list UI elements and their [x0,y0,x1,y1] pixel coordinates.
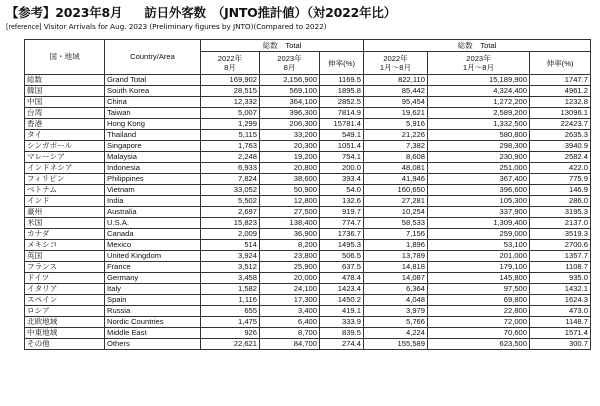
ytd-2022-value: 10,254 [364,207,428,218]
col-header-aug-2023: 2023年 8月 [260,52,320,75]
aug-2023-value: 569,100 [260,86,320,97]
ytd-2022-value: 27,281 [364,196,428,207]
country-name-en: Indonesia [105,163,201,174]
aug-2023-value: 20,300 [260,141,320,152]
aug-2023-value: 396,300 [260,108,320,119]
table-row [25,295,591,306]
country-name-en: Australia [105,207,201,218]
ytd-2023-value: 72,000 [428,317,530,328]
ytd-2022-value: 1,896 [364,240,428,251]
country-name-en: Malaysia [105,152,201,163]
aug-2022-value: 514 [201,240,260,251]
country-name-en: Hong Kong [105,119,201,130]
ytd-growth-rate: 13096.1 [530,108,591,119]
ytd-2023-value: 1,309,400 [428,218,530,229]
ytd-growth-rate: 3195.3 [530,207,591,218]
country-name-jp: 米国 [25,218,105,229]
ytd-2023-value: 623,500 [428,339,530,350]
ytd-2023-value: 179,100 [428,262,530,273]
month-growth-rate: 506.5 [320,251,364,262]
month-growth-rate: 7814.9 [320,108,364,119]
month-growth-rate: 919.7 [320,207,364,218]
ytd-2023-value: 201,000 [428,251,530,262]
country-name-jp: 香港 [25,119,105,130]
subtitle-text: Visitor Arrivals for Aug. 2023 (Preliminary figures by JNTO)(Compared to 2022) [41,22,327,31]
ytd-2023-value: 2,589,200 [428,108,530,119]
country-name-jp: フィリピン [25,174,105,185]
country-name-jp: メキシコ [25,240,105,251]
country-name-jp: シンガポール [25,141,105,152]
aug-2022-value: 169,902 [201,75,260,86]
aug-2022-value: 22,621 [201,339,260,350]
ytd-2023-value: 69,800 [428,295,530,306]
ytd-growth-rate: 1357.7 [530,251,591,262]
table-row [25,108,591,119]
ytd-growth-rate: 935.0 [530,273,591,284]
aug-2023-value: 3,400 [260,306,320,317]
country-name-jp: 韓国 [25,86,105,97]
aug-2023-value: 33,200 [260,130,320,141]
ytd-growth-rate: 1747.7 [530,75,591,86]
ytd-2023-value: 259,000 [428,229,530,240]
table-row [25,119,591,130]
ytd-2022-value: 19,621 [364,108,428,119]
table-row [25,207,591,218]
table-row [25,339,591,350]
country-name-jp: カナダ [25,229,105,240]
ytd-2022-value: 160,650 [364,185,428,196]
col-header-ytd-2023: 2023年 1月～8月 [428,52,530,75]
aug-2023-value: 84,700 [260,339,320,350]
country-name-en: Italy [105,284,201,295]
aug-2022-value: 3,512 [201,262,260,273]
aug-2022-value: 1,763 [201,141,260,152]
ytd-2022-value: 14,087 [364,273,428,284]
aug-2023-value: 206,300 [260,119,320,130]
table-row [25,218,591,229]
table-row [25,130,591,141]
ytd-growth-rate: 2700.6 [530,240,591,251]
ytd-2022-value: 5,916 [364,119,428,130]
month-growth-rate: 1736.7 [320,229,364,240]
country-name-en: Thailand [105,130,201,141]
reference-tag: [reference] [6,23,42,31]
aug-2023-value: 23,800 [260,251,320,262]
country-name-en: Others [105,339,201,350]
ytd-growth-rate: 22423.7 [530,119,591,130]
ytd-growth-rate: 1108.7 [530,262,591,273]
country-name-en: India [105,196,201,207]
ytd-2023-value: 337,900 [428,207,530,218]
month-growth-rate: 1051.4 [320,141,364,152]
title-main: 訪日外客数 [144,5,206,20]
aug-2022-value: 1,582 [201,284,260,295]
country-name-en: Canada [105,229,201,240]
ytd-growth-rate: 1432.1 [530,284,591,295]
country-name-en: Spain [105,295,201,306]
month-growth-rate: 274.4 [320,339,364,350]
aug-2023-value: 364,100 [260,97,320,108]
table-row [25,317,591,328]
aug-2023-value: 20,800 [260,163,320,174]
ytd-2023-value: 145,800 [428,273,530,284]
ytd-2022-value: 155,589 [364,339,428,350]
aug-2022-value: 15,823 [201,218,260,229]
aug-2023-value: 25,900 [260,262,320,273]
aug-2022-value: 7,824 [201,174,260,185]
country-name-en: China [105,97,201,108]
country-name-en: Germany [105,273,201,284]
col-header-country-jp: 国・地域 [25,40,105,75]
ytd-2023-value: 22,800 [428,306,530,317]
country-name-jp: 北欧地域 [25,317,105,328]
ytd-2022-value: 13,789 [364,251,428,262]
month-growth-rate: 637.5 [320,262,364,273]
aug-2023-value: 20,000 [260,273,320,284]
country-name-jp: 総数 [25,75,105,86]
month-growth-rate: 754.1 [320,152,364,163]
month-growth-rate: 333.9 [320,317,364,328]
country-name-jp: スペイン [25,295,105,306]
aug-2023-value: 8,200 [260,240,320,251]
aug-2023-value: 27,500 [260,207,320,218]
aug-2023-value: 38,600 [260,174,320,185]
ytd-growth-rate: 2635.3 [530,130,591,141]
ytd-2023-value: 15,189,900 [428,75,530,86]
table-row [25,284,591,295]
table-row [25,328,591,339]
month-growth-rate: 549.1 [320,130,364,141]
ytd-2023-value: 580,800 [428,130,530,141]
ytd-growth-rate: 2137.0 [530,218,591,229]
country-name-en: Grand Total [105,75,201,86]
ytd-2022-value: 58,533 [364,218,428,229]
table-row [25,196,591,207]
aug-2023-value: 19,200 [260,152,320,163]
aug-2022-value: 2,697 [201,207,260,218]
aug-2022-value: 5,115 [201,130,260,141]
table-row [25,262,591,273]
month-growth-rate: 1169.5 [320,75,364,86]
country-name-jp: インドネシア [25,163,105,174]
country-name-en: South Korea [105,86,201,97]
ytd-growth-rate: 1571.4 [530,328,591,339]
country-name-en: France [105,262,201,273]
country-name-jp: ベトナム [25,185,105,196]
ytd-growth-rate: 4961.2 [530,86,591,97]
month-growth-rate: 839.5 [320,328,364,339]
ytd-2023-value: 230,900 [428,152,530,163]
ytd-2022-value: 95,454 [364,97,428,108]
month-growth-rate: 1495.3 [320,240,364,251]
ytd-growth-rate: 300.7 [530,339,591,350]
table-row [25,273,591,284]
aug-2022-value: 2,248 [201,152,260,163]
country-name-en: United Kingdom [105,251,201,262]
ytd-2023-value: 97,500 [428,284,530,295]
ytd-2022-value: 21,226 [364,130,428,141]
aug-2023-value: 50,900 [260,185,320,196]
ytd-2022-value: 5,766 [364,317,428,328]
aug-2022-value: 28,515 [201,86,260,97]
country-name-jp: 台湾 [25,108,105,119]
page-title [6,3,396,21]
table-row [25,152,591,163]
ytd-growth-rate: 775.9 [530,174,591,185]
aug-2023-value: 36,900 [260,229,320,240]
aug-2023-value: 6,400 [260,317,320,328]
col-header-country-en: Country/Area [105,40,201,75]
month-growth-rate: 1450.2 [320,295,364,306]
ytd-2022-value: 822,110 [364,75,428,86]
table-row [25,306,591,317]
aug-2022-value: 655 [201,306,260,317]
country-name-jp: 豪州 [25,207,105,218]
month-growth-rate: 132.6 [320,196,364,207]
ytd-2022-value: 48,081 [364,163,428,174]
ytd-growth-rate: 3519.3 [530,229,591,240]
ytd-2022-value: 8,608 [364,152,428,163]
ytd-2022-value: 85,442 [364,86,428,97]
ytd-2023-value: 1,272,200 [428,97,530,108]
aug-2022-value: 926 [201,328,260,339]
ytd-2023-value: 70,600 [428,328,530,339]
aug-2023-value: 8,700 [260,328,320,339]
ytd-growth-rate: 473.0 [530,306,591,317]
title-paren: （JNTO推計値）（対2022年比） [211,5,397,20]
ytd-2022-value: 7,382 [364,141,428,152]
country-name-en: Mexico [105,240,201,251]
table-row [25,97,591,108]
title-month: 2023年8月 [55,5,123,20]
country-name-en: Russia [105,306,201,317]
ytd-2022-value: 3,979 [364,306,428,317]
table-body [25,75,591,350]
country-name-jp: ドイツ [25,273,105,284]
month-growth-rate: 419.1 [320,306,364,317]
ytd-2022-value: 4,224 [364,328,428,339]
country-name-jp: 中国 [25,97,105,108]
month-growth-rate: 15781.4 [320,119,364,130]
aug-2022-value: 5,007 [201,108,260,119]
country-name-jp: その他 [25,339,105,350]
ytd-2023-value: 53,100 [428,240,530,251]
month-growth-rate: 200.0 [320,163,364,174]
country-name-jp: フランス [25,262,105,273]
ytd-2022-value: 4,048 [364,295,428,306]
aug-2023-value: 2,156,900 [260,75,320,86]
country-name-en: Vietnam [105,185,201,196]
country-name-en: Singapore [105,141,201,152]
col-header-ytd-2022: 2022年 1月～8月 [364,52,428,75]
country-name-en: Middle East [105,328,201,339]
ytd-growth-rate: 286.0 [530,196,591,207]
aug-2022-value: 12,332 [201,97,260,108]
month-growth-rate: 54.0 [320,185,364,196]
table-row [25,141,591,152]
country-name-en: U.S.A. [105,218,201,229]
ytd-growth-rate: 422.0 [530,163,591,174]
col-group-ytd-total: 総数 Total [364,40,591,52]
country-name-jp: インド [25,196,105,207]
country-name-jp: タイ [25,130,105,141]
table-row [25,163,591,174]
country-name-jp: マレーシア [25,152,105,163]
aug-2022-value: 2,009 [201,229,260,240]
country-name-en: Philippines [105,174,201,185]
ytd-growth-rate: 146.9 [530,185,591,196]
ytd-2022-value: 41,946 [364,174,428,185]
table-row [25,174,591,185]
ytd-growth-rate: 1232.8 [530,97,591,108]
title-tag: 【参考】 [6,5,56,20]
aug-2023-value: 24,100 [260,284,320,295]
aug-2022-value: 5,502 [201,196,260,207]
table-row [25,185,591,196]
aug-2022-value: 1,299 [201,119,260,130]
ytd-2023-value: 251,000 [428,163,530,174]
ytd-2023-value: 396,600 [428,185,530,196]
country-name-jp: 中東地域 [25,328,105,339]
aug-2023-value: 17,300 [260,295,320,306]
table-row [25,240,591,251]
ytd-growth-rate: 2582.4 [530,152,591,163]
country-name-jp: ロシア [25,306,105,317]
visitor-arrivals-table [24,39,591,350]
country-name-en: Nordic Countries [105,317,201,328]
ytd-2022-value: 7,156 [364,229,428,240]
aug-2022-value: 3,458 [201,273,260,284]
month-growth-rate: 774.7 [320,218,364,229]
month-growth-rate: 2852.5 [320,97,364,108]
ytd-2023-value: 1,332,500 [428,119,530,130]
ytd-2023-value: 4,324,400 [428,86,530,97]
month-growth-rate: 478.4 [320,273,364,284]
ytd-growth-rate: 1624.3 [530,295,591,306]
col-group-month-total: 総数 Total [201,40,364,52]
table-row [25,229,591,240]
table-row [25,251,591,262]
aug-2023-value: 138,400 [260,218,320,229]
col-header-aug-2022: 2022年 8月 [201,52,260,75]
country-name-en: Taiwan [105,108,201,119]
month-growth-rate: 1895.8 [320,86,364,97]
ytd-2022-value: 6,364 [364,284,428,295]
country-name-jp: イタリア [25,284,105,295]
ytd-2022-value: 14,818 [364,262,428,273]
ytd-2023-value: 298,300 [428,141,530,152]
aug-2022-value: 33,052 [201,185,260,196]
ytd-2023-value: 367,400 [428,174,530,185]
month-growth-rate: 393.4 [320,174,364,185]
month-growth-rate: 1423.4 [320,284,364,295]
ytd-growth-rate: 1148.7 [530,317,591,328]
country-name-jp: 英国 [25,251,105,262]
table-row [25,75,591,86]
table-row [25,86,591,97]
aug-2022-value: 1,475 [201,317,260,328]
ytd-growth-rate: 3940.9 [530,141,591,152]
aug-2022-value: 6,933 [201,163,260,174]
aug-2022-value: 1,116 [201,295,260,306]
page-subtitle [6,22,327,33]
aug-2023-value: 12,800 [260,196,320,207]
aug-2022-value: 3,924 [201,251,260,262]
col-header-ytd-rate: 伸率(%) [530,52,591,75]
col-header-month-rate: 伸率(%) [320,52,364,75]
ytd-2023-value: 105,300 [428,196,530,207]
